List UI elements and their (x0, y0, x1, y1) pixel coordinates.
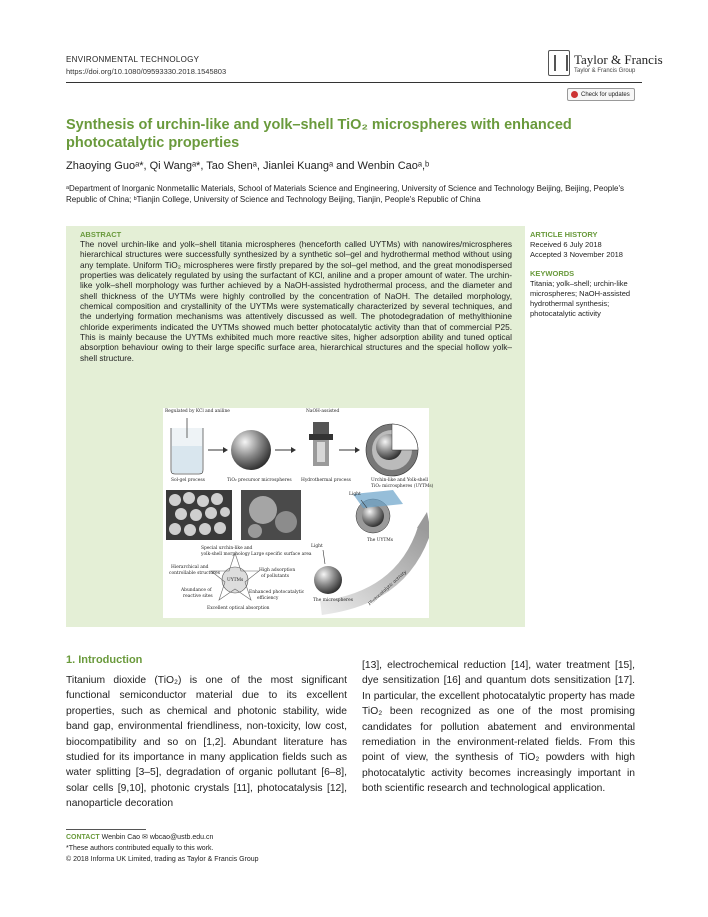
fig-label-ads2: of pollutants (261, 574, 289, 579)
fig-label-arrow: Photocatalytic activity (367, 570, 408, 607)
check-updates-button[interactable] (567, 88, 635, 101)
check-updates-label: Check for updates (581, 91, 630, 98)
contact-name: Wenbin Cao (101, 834, 141, 841)
publisher-logo (548, 50, 663, 76)
fig-label-light2: Light (311, 544, 323, 549)
copyright: © 2018 Informa UK Limited, trading as Taylor & Francis Group (66, 856, 259, 863)
intro-column-1: Titanium dioxide (TiO₂) is one of the most significant functional semiconductor material due to its excellent properties, such as chemical and photonic stability, wide band gap, environmental friendliness, non-toxicity, low cost, biocompatibility and so on [1,2]. Abundant literature has studied for its importance in many application fields such as water splitting [3–5], degradation of organic pollutant [6–8], solar cells [9,10], photonic crystals [11], photocatalysis [12], nanoparticle decoration (66, 675, 347, 810)
fig-label-special1: Special urchin-like and (201, 546, 253, 551)
check-updates-icon (571, 91, 578, 98)
fig-label-solgel: Sol-gel process (171, 478, 205, 483)
fig-label-abund1: Abundance of (181, 588, 212, 593)
fig-label-uytm2: TiO₂ microspheres (UYTMs) (371, 484, 434, 489)
fig-label-optical: Excellent optical absorption (207, 606, 270, 611)
publisher-sub: Taylor & Francis Group (574, 68, 636, 74)
graphical-abstract (163, 408, 434, 618)
equal-contribution-note: *These authors contributed equally to this work. (66, 845, 214, 852)
publisher-icon (548, 50, 570, 76)
publisher-name: Taylor & Francis (574, 52, 663, 67)
fig-label-enh2: efficiency (257, 596, 279, 601)
fig-label-ads1: High adsorption (259, 568, 296, 573)
fig-label-hydro: Hydrothermal process (301, 478, 351, 483)
article-sidebar (530, 230, 645, 319)
authors: Zhaoying Guoᵃ*, Qi Wangᵃ*, Tao Shenᵃ, Jianlei Kuangᵃ and Wenbin Caoᵃ,ᵇ (66, 160, 430, 172)
fig-label-naoh: NaOH-assisted (306, 409, 340, 414)
contact-email[interactable]: wbcao@ustb.edu.cn (149, 834, 214, 841)
abstract-text: The novel urchin-like and yolk–shell titania microspheres (henceforth called UYTMs) with nanowires/microspheres hierarchical structures were successfully synthesized by a synthetic sol–gel and hydrothermal method without using any template. Uniform TiO₂ microspheres were firstly prepared by the sol–gel method, and the great monodispersed properties was delicately regulated by using the surfactant of KCl, aniline and a proper amount of water. The urchin-like yolk–shell morphology was further achieved by a NaOH-assisted hydrothermal process, and the diameter and shell thickness of the UYTMs were highly controlled by the concentration of NaOH. The detailed morphology, chemical composition and crystallinity of the UYTMs were systematically characterized by several techniques, and the underlying formation mechanisms was attentively discussed as well. The photodegradation of methylthionine chloride experiments indicated the UYTMs showed much better photocatalytic activity than that of commercial P25. This is mainly because the UYTMs exhibited much more reactive sites, higher adsorption ability and tuned optical absorption behaviour owing to their large specific surface area, hierarchical structures and the special hollow yolk–shell structure. (80, 239, 512, 363)
affiliations: ᵃDepartment of Inorganic Nonmetallic Materials, School of Materials Science and Engineering, University of Science and Technology Beijing, Beijing, People's Republic of China; ᵇTianjin College, University of Science and Technology Beijing, Tianjin, People's Republic of China (66, 184, 624, 204)
contact-line (66, 833, 213, 841)
fig-label-hier2: controllable structures (169, 571, 221, 576)
doi-link[interactable]: https://doi.org/10.1080/09593330.2018.1545803 (66, 67, 227, 76)
fig-label-the-uytms: The UYTMs (367, 538, 394, 543)
intro-heading: 1. Introduction (66, 654, 143, 666)
fig-label-the-micro: The microspheres (313, 598, 353, 603)
fig-label-center: UYTMs (227, 578, 244, 583)
fig-label-light1: Light (349, 492, 361, 497)
abstract-heading: ABSTRACT (80, 230, 122, 239)
history-heading: ARTICLE HISTORY (530, 230, 598, 239)
received-date: Received 6 July 2018 (530, 240, 602, 249)
fig-label-precursor: TiO₂ precursor microspheres (227, 478, 292, 483)
intro-column-2: [13], electrochemical reduction [14], water treatment [15], dye sensitization [16] and quantum dots sensitization [17]. In particular, the excellent photocatalytic property has made TiO₂ been recognized as one of the most promising candidates for pollution abatement and environmental remediation in the environment-related fields. From this point of view, the synthesis of TiO₂ powders with high photocatalytic activity becomes increasingly important in both scientific research and technological application. (362, 660, 635, 795)
fig-label-uytm1: Urchin-like and Yolk-shell (371, 478, 429, 483)
keywords-heading: KEYWORDS (530, 269, 575, 278)
fig-label-hier1: Hierarchical and (171, 565, 209, 570)
email-icon: ✉ (142, 834, 148, 841)
keywords-text: Titania; yolk–shell; urchin-like microspheres; NaOH-assisted hydrothermal synthesis; photocatalytic activity (530, 279, 631, 318)
footer-rule (66, 829, 146, 830)
journal-name: ENVIRONMENTAL TECHNOLOGY (66, 55, 200, 64)
fig-label-enh1: Enhanced photocatalytic (249, 590, 305, 595)
article-title: Synthesis of urchin-like and yolk–shell TiO₂ microspheres with enhanced photocatalytic properties (66, 117, 572, 151)
fig-label-surface: Large specific surface area (251, 552, 312, 557)
accepted-date: Accepted 3 November 2018 (530, 250, 623, 259)
contact-label: CONTACT (66, 834, 100, 841)
header-rule (66, 82, 642, 83)
fig-label-abund2: reactive sites (183, 594, 213, 599)
fig-label-special2: yolk-shell morphology (201, 552, 251, 557)
fig-label-reg: Regulated by KCl and aniline (165, 409, 230, 414)
